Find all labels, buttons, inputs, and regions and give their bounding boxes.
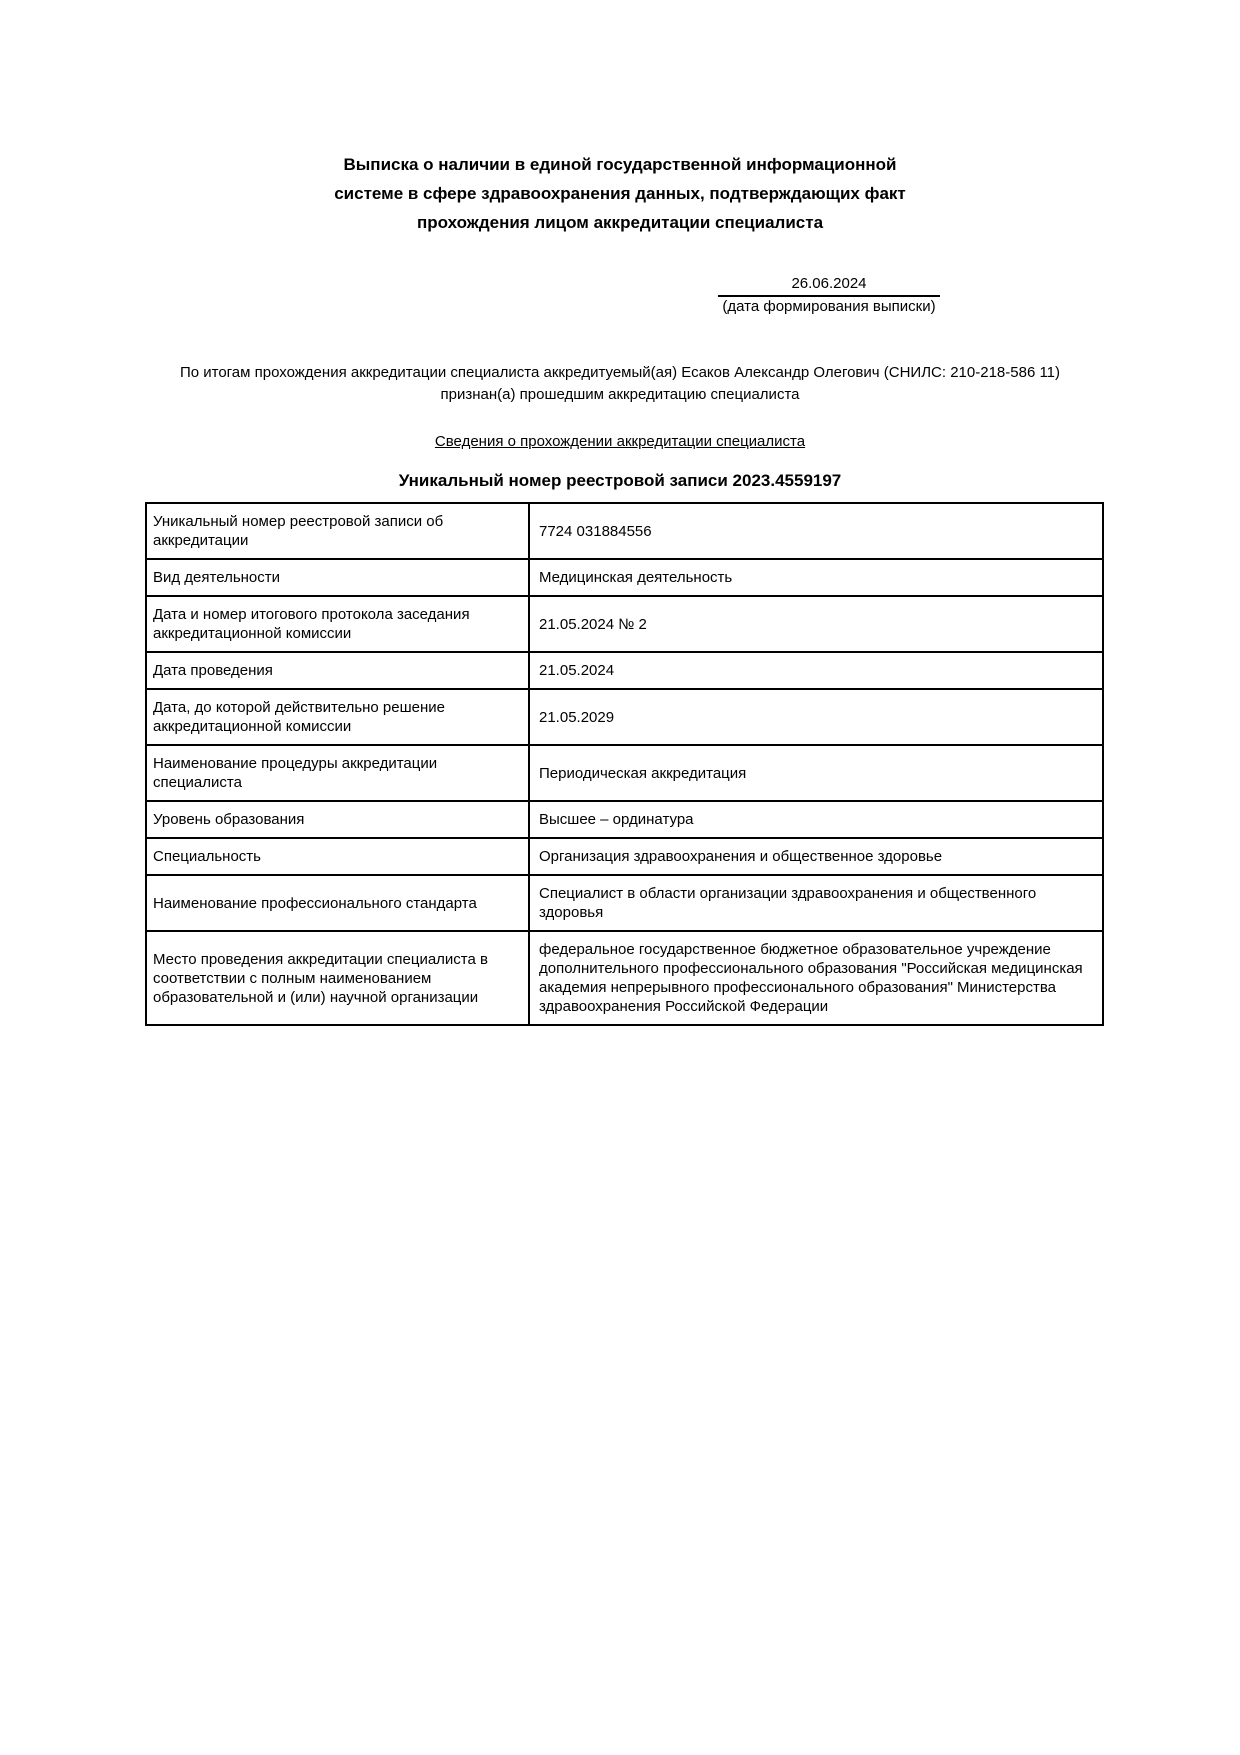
intro-paragraph	[0, 362, 1240, 406]
row-value: Периодическая аккредитация	[529, 745, 1103, 801]
formation-date-block	[718, 275, 940, 316]
intro-line-2: признан(а) прошедшим аккредитацию специалиста	[440, 386, 800, 403]
row-label: Специальность	[146, 838, 529, 875]
table-row	[146, 838, 1103, 875]
row-label: Наименование профессионального стандарта	[146, 875, 529, 931]
row-label: Дата, до которой действительно решение аккредитационной комиссии	[146, 689, 529, 745]
row-value: 7724 031884556	[529, 503, 1103, 559]
row-label: Вид деятельности	[146, 559, 529, 596]
formation-date-value: 26.06.2024	[718, 275, 940, 297]
row-value: 21.05.2029	[529, 689, 1103, 745]
table-row	[146, 559, 1103, 596]
accreditation-table-body	[146, 503, 1103, 1025]
table-row	[146, 745, 1103, 801]
accreditation-table	[145, 502, 1104, 1026]
row-label: Уникальный номер реестровой записи об аккредитации	[146, 503, 529, 559]
row-label: Дата проведения	[146, 652, 529, 689]
table-row	[146, 689, 1103, 745]
table-row	[146, 875, 1103, 931]
row-label: Место проведения аккредитации специалиста в соответствии с полным наименованием образовательной и (или) научной организации	[146, 931, 529, 1025]
section-heading: Сведения о прохождении аккредитации специалиста	[434, 433, 806, 450]
formation-date-caption: (дата формирования выписки)	[722, 298, 936, 315]
document-title	[0, 150, 1240, 237]
table-row	[146, 596, 1103, 652]
row-value: Медицинская деятельность	[529, 559, 1103, 596]
table-row	[146, 931, 1103, 1025]
title-line-2: системе в сфере здравоохранения данных, подтверждающих факт	[334, 184, 906, 203]
row-value: Организация здравоохранения и общественное здоровье	[529, 838, 1103, 875]
record-heading: Уникальный номер реестровой записи 2023.4559197	[398, 471, 842, 490]
row-label: Наименование процедуры аккредитации специалиста	[146, 745, 529, 801]
title-line-1: Выписка о наличии в единой государственной информационной	[343, 155, 897, 174]
table-row	[146, 503, 1103, 559]
row-value: Специалист в области организации здравоохранения и общественного здоровья	[529, 875, 1103, 931]
table-row	[146, 652, 1103, 689]
title-line-3: прохождения лицом аккредитации специалиста	[416, 213, 824, 232]
row-value: Высшее – ординатура	[529, 801, 1103, 838]
row-value: 21.05.2024 № 2	[529, 596, 1103, 652]
row-value: федеральное государственное бюджетное образовательное учреждение дополнительного профессионального образования "Российская медицинская академия непрерывного профессионального образования" Министерства здравоохранения Российской Федерации	[529, 931, 1103, 1025]
row-label: Уровень образования	[146, 801, 529, 838]
row-label: Дата и номер итогового протокола заседания аккредитационной комиссии	[146, 596, 529, 652]
row-value: 21.05.2024	[529, 652, 1103, 689]
table-row	[146, 801, 1103, 838]
intro-line-1: По итогам прохождения аккредитации специалиста аккредитуемый(ая) Есаков Александр Олегович (СНИЛС: 210-218-586 11)	[179, 364, 1061, 381]
